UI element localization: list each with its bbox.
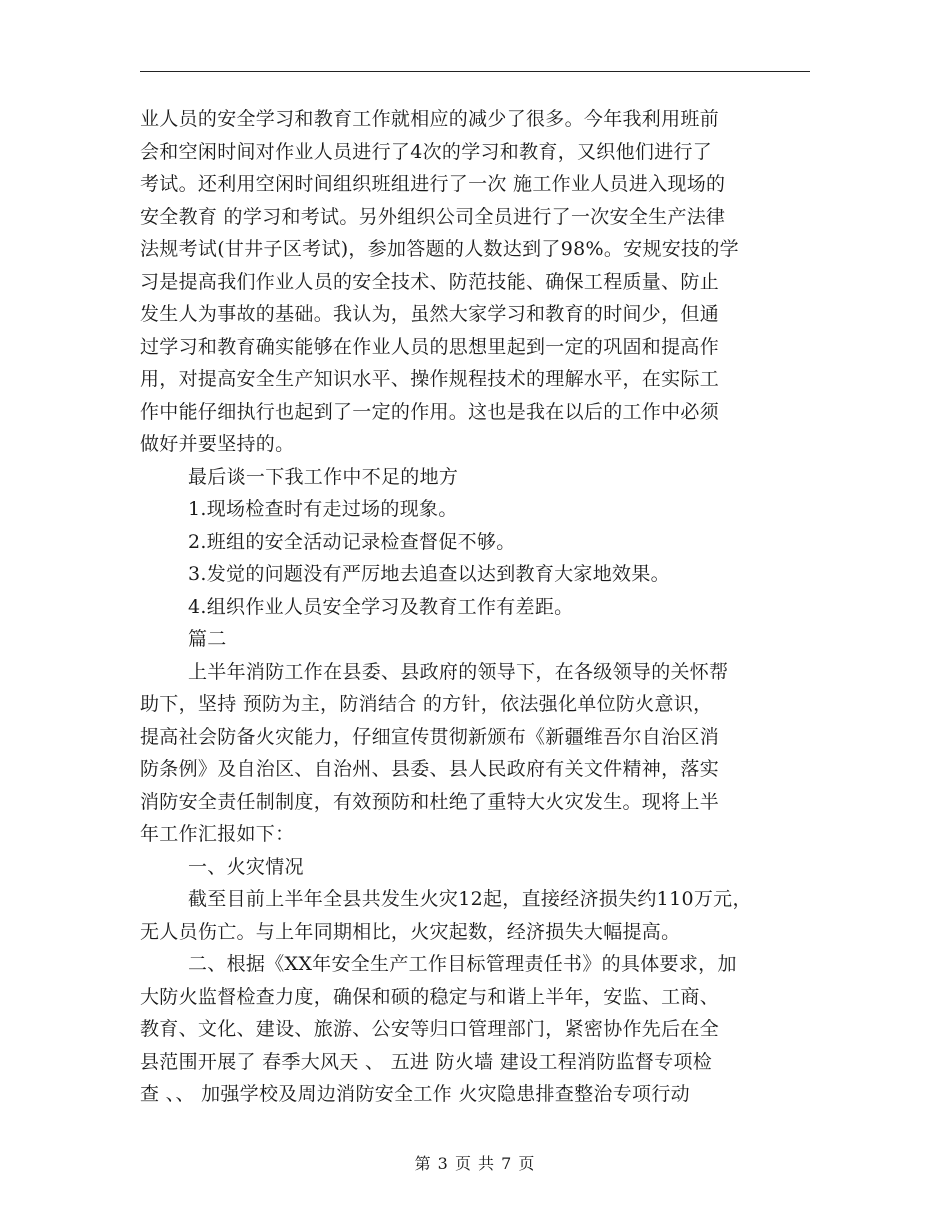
- text-line: 安全教育 的学习和考试。另外组织公司全员进行了一次安全生产法律: [140, 205, 726, 228]
- text-line: 提高社会防备火灾能力，仔细宣传贯彻新颁布《新疆维吾尔自治区消: [140, 725, 720, 748]
- text-line: 年工作汇报如下：: [140, 823, 295, 845]
- text-line: 过学习和教育确实能够在作业人员的思想里起到一定的巩固和提高作: [140, 335, 720, 358]
- text-line: 教育、文化、建设、旅游、公安等归口管理部门，紧密协作先后在全: [140, 1018, 720, 1040]
- text-line: 助下，坚持 预防为主，防消结合 的方针，依法强化单位防火意识，: [140, 693, 713, 715]
- text-line: 用，对提高安全生产知识水平、操作规程技术的理解水平，在实际工: [140, 368, 720, 390]
- text-line: 查 、、 加强学校及周边消防安全工作 火灾隐患排查整治专项行动: [140, 1083, 690, 1105]
- text-line: 作中能仔细执行也起到了一定的作用。这也是我在以后的工作中必须: [140, 400, 720, 423]
- text-line: 做好并要坚持的。: [140, 433, 295, 455]
- text-line: 业人员的安全学习和教育工作就相应的减少了很多。今年我利用班前: [140, 108, 720, 130]
- text-line: 习是提高我们作业人员的安全技术、防范技能、确保工程质量、防止: [140, 270, 720, 293]
- text-line: 消防安全责任制制度，有效预防和杜绝了重特大火灾发生。现将上半: [140, 790, 720, 813]
- text-line: 无人员伤亡。与上年同期相比，火灾起数，经济损失大幅提高。: [140, 920, 681, 943]
- text-line: 法规考试(甘井子区考试)，参加答题的人数达到了98%。安规安技的学: [140, 238, 739, 260]
- page-number-footer: 第 3 页 共 7 页: [414, 1154, 536, 1173]
- text-line: 二、根据《XX年安全生产工作目标管理责任书》的具体要求，加: [188, 953, 737, 975]
- text-line: 县范围开展了 春季大风天 、 五进 防火墙 建设工程消防监督专项检: [140, 1050, 713, 1073]
- text-line: 2.班组的安全活动记录检查督促不够。: [188, 530, 516, 553]
- document-body: [140, 103, 810, 1111]
- text-line: 一、火灾情况: [188, 855, 304, 878]
- text-line: 4.组织作业人员安全学习及教育工作有差距。: [188, 595, 574, 618]
- text-line: 会和空闲时间对作业人员进行了4次的学习和教育，又织他们进行了: [140, 140, 713, 163]
- text-line: 防条例》及自治区、自治州、县委、县人民政府有关文件精神，落实: [140, 758, 720, 780]
- text-line: 3.发觉的问题没有严厉地去追查以达到教育大家地效果。: [188, 563, 670, 585]
- header-rule: [140, 71, 810, 72]
- text-line: 最后谈一下我工作中不足的地方: [188, 465, 459, 488]
- text-line: 篇二: [188, 628, 227, 650]
- text-line: 1.现场检查时有走过场的现象。: [188, 498, 458, 520]
- text-line: 考试。还利用空闲时间组织班组进行了一次 施工作业人员进入现场的: [140, 173, 726, 195]
- text-line: 发生人为事故的基础。我认为，虽然大家学习和教育的时间少，但通: [140, 303, 720, 325]
- text-line: 上半年消防工作在县委、县政府的领导下，在各级领导的关怀帮: [188, 660, 729, 683]
- text-line: 截至目前上半年全县共发生火灾12起，直接经济损失约110万元，: [188, 888, 752, 910]
- text-line: 大防火监督检查力度，确保和硕的稳定与和谐上半年，安监、工商、: [140, 985, 720, 1008]
